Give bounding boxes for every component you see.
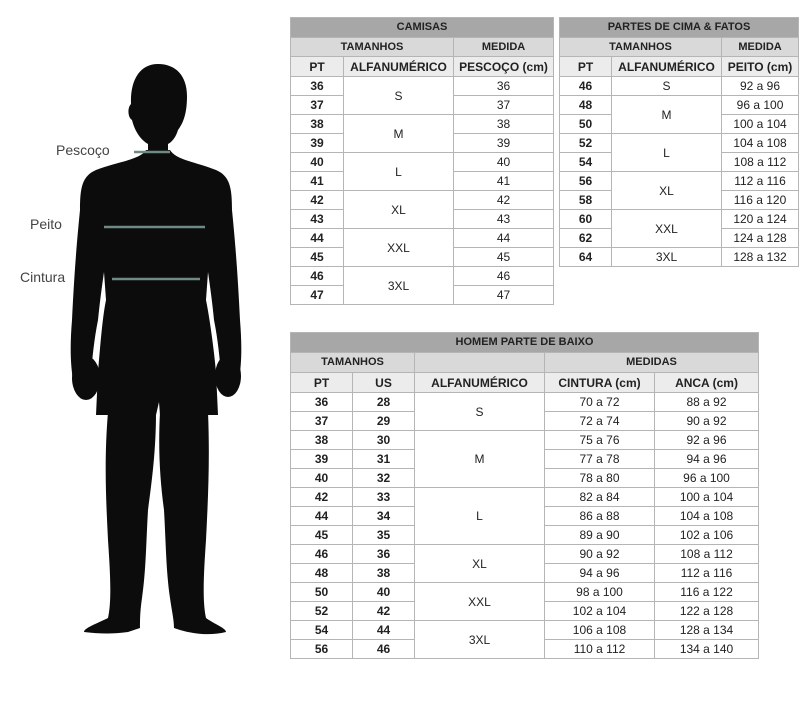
hip-measure-cell: 94 a 96 bbox=[655, 450, 759, 469]
waist-measure-cell: 106 a 108 bbox=[545, 621, 655, 640]
table-row bbox=[291, 267, 554, 286]
hip-measure-cell: 100 a 104 bbox=[655, 488, 759, 507]
waist-measure-cell: 78 a 80 bbox=[545, 469, 655, 488]
table-row bbox=[291, 115, 554, 134]
pt-size-cell: 38 bbox=[291, 431, 353, 450]
pt-size-cell: 37 bbox=[291, 96, 344, 115]
table-row bbox=[291, 191, 554, 210]
alpha-size-cell: L bbox=[415, 488, 545, 545]
column-header: ANCA (cm) bbox=[655, 373, 759, 393]
column-header: ALFANUMÉRICO bbox=[612, 57, 722, 77]
pt-size-cell: 42 bbox=[291, 488, 353, 507]
table-row bbox=[291, 77, 554, 96]
pt-size-cell: 43 bbox=[291, 210, 344, 229]
hip-measure-cell: 88 a 92 bbox=[655, 393, 759, 412]
pt-size-cell: 36 bbox=[291, 77, 344, 96]
pt-size-cell: 38 bbox=[291, 115, 344, 134]
hip-measure-cell: 102 a 106 bbox=[655, 526, 759, 545]
alpha-size-cell: M bbox=[415, 431, 545, 488]
group-header: TAMANHOS bbox=[291, 38, 454, 57]
group-header: TAMANHOS bbox=[560, 38, 722, 57]
pt-size-cell: 56 bbox=[291, 640, 353, 659]
waist-measure-cell: 77 a 78 bbox=[545, 450, 655, 469]
alpha-size-cell: S bbox=[344, 77, 454, 115]
pt-size-cell: 42 bbox=[291, 191, 344, 210]
us-size-cell: 35 bbox=[353, 526, 415, 545]
table-row bbox=[560, 248, 799, 267]
neck-measure-cell: 42 bbox=[454, 191, 554, 210]
table-row bbox=[291, 431, 759, 450]
group-header-spacer bbox=[415, 353, 545, 373]
column-header: PT bbox=[291, 57, 344, 77]
pt-size-cell: 44 bbox=[291, 229, 344, 248]
pt-size-cell: 39 bbox=[291, 134, 344, 153]
us-size-cell: 36 bbox=[353, 545, 415, 564]
us-size-cell: 31 bbox=[353, 450, 415, 469]
pt-size-cell: 44 bbox=[291, 507, 353, 526]
us-size-cell: 44 bbox=[353, 621, 415, 640]
pt-size-cell: 60 bbox=[560, 210, 612, 229]
waist-measure-cell: 110 a 112 bbox=[545, 640, 655, 659]
table-row bbox=[560, 96, 799, 115]
neck-measure-cell: 40 bbox=[454, 153, 554, 172]
hip-measure-cell: 122 a 128 bbox=[655, 602, 759, 621]
table-row bbox=[560, 210, 799, 229]
alpha-size-cell: XXL bbox=[415, 583, 545, 621]
table-row bbox=[291, 229, 554, 248]
group-header: MEDIDA bbox=[722, 38, 799, 57]
pt-size-cell: 64 bbox=[560, 248, 612, 267]
us-size-cell: 29 bbox=[353, 412, 415, 431]
waist-measure-cell: 90 a 92 bbox=[545, 545, 655, 564]
us-size-cell: 38 bbox=[353, 564, 415, 583]
alpha-size-cell: M bbox=[612, 96, 722, 134]
pt-size-cell: 62 bbox=[560, 229, 612, 248]
pt-size-cell: 46 bbox=[560, 77, 612, 96]
waist-label: Cintura bbox=[20, 269, 66, 285]
neck-measure-cell: 46 bbox=[454, 267, 554, 286]
chest-measure-cell: 124 a 128 bbox=[722, 229, 799, 248]
bottoms-size-table bbox=[290, 332, 759, 659]
tops-size-table bbox=[559, 17, 799, 267]
alpha-size-cell: S bbox=[612, 77, 722, 96]
shirts-size-table bbox=[290, 17, 554, 305]
hip-measure-cell: 96 a 100 bbox=[655, 469, 759, 488]
pt-size-cell: 48 bbox=[291, 564, 353, 583]
chest-measure-cell: 100 a 104 bbox=[722, 115, 799, 134]
waist-measure-cell: 86 a 88 bbox=[545, 507, 655, 526]
chest-label: Peito bbox=[30, 216, 62, 232]
column-header: PEITO (cm) bbox=[722, 57, 799, 77]
neck-measure-cell: 41 bbox=[454, 172, 554, 191]
alpha-size-cell: L bbox=[612, 134, 722, 172]
chest-measure-cell: 116 a 120 bbox=[722, 191, 799, 210]
chest-measure-cell: 128 a 132 bbox=[722, 248, 799, 267]
table-row bbox=[291, 545, 759, 564]
neck-measure-cell: 39 bbox=[454, 134, 554, 153]
chest-measure-cell: 112 a 116 bbox=[722, 172, 799, 191]
chest-measure-cell: 92 a 96 bbox=[722, 77, 799, 96]
table-row bbox=[560, 172, 799, 191]
us-size-cell: 34 bbox=[353, 507, 415, 526]
neck-measure-cell: 37 bbox=[454, 96, 554, 115]
neck-measure-cell: 44 bbox=[454, 229, 554, 248]
us-size-cell: 42 bbox=[353, 602, 415, 621]
pt-size-cell: 46 bbox=[291, 545, 353, 564]
pt-size-cell: 52 bbox=[560, 134, 612, 153]
pt-size-cell: 40 bbox=[291, 153, 344, 172]
us-size-cell: 30 bbox=[353, 431, 415, 450]
alpha-size-cell: S bbox=[415, 393, 545, 431]
waist-measure-cell: 89 a 90 bbox=[545, 526, 655, 545]
pt-size-cell: 50 bbox=[560, 115, 612, 134]
pt-size-cell: 41 bbox=[291, 172, 344, 191]
column-header: PT bbox=[291, 373, 353, 393]
alpha-size-cell: 3XL bbox=[344, 267, 454, 305]
table-row bbox=[291, 393, 759, 412]
waist-measure-cell: 70 a 72 bbox=[545, 393, 655, 412]
hip-measure-cell: 112 a 116 bbox=[655, 564, 759, 583]
table-row bbox=[291, 583, 759, 602]
waist-measure-cell: 75 a 76 bbox=[545, 431, 655, 450]
column-header: ALFANUMÉRICO bbox=[344, 57, 454, 77]
pt-size-cell: 39 bbox=[291, 450, 353, 469]
alpha-size-cell: XXL bbox=[612, 210, 722, 248]
table-row bbox=[560, 77, 799, 96]
table-row bbox=[291, 153, 554, 172]
column-header: US bbox=[353, 373, 415, 393]
body-measurement-figure bbox=[0, 0, 290, 700]
hip-measure-cell: 92 a 96 bbox=[655, 431, 759, 450]
us-size-cell: 33 bbox=[353, 488, 415, 507]
table-row bbox=[291, 488, 759, 507]
alpha-size-cell: XL bbox=[344, 191, 454, 229]
column-header: PESCOÇO (cm) bbox=[454, 57, 554, 77]
table-title: HOMEM PARTE DE BAIXO bbox=[291, 333, 759, 353]
alpha-size-cell: M bbox=[344, 115, 454, 153]
table-row bbox=[291, 621, 759, 640]
neck-measure-cell: 38 bbox=[454, 115, 554, 134]
pt-size-cell: 54 bbox=[291, 621, 353, 640]
pt-size-cell: 46 bbox=[291, 267, 344, 286]
group-header: TAMANHOS bbox=[291, 353, 415, 373]
waist-measure-cell: 98 a 100 bbox=[545, 583, 655, 602]
pt-size-cell: 45 bbox=[291, 248, 344, 267]
chest-measure-cell: 96 a 100 bbox=[722, 96, 799, 115]
pt-size-cell: 50 bbox=[291, 583, 353, 602]
neck-measure-cell: 43 bbox=[454, 210, 554, 229]
pt-size-cell: 45 bbox=[291, 526, 353, 545]
waist-measure-cell: 102 a 104 bbox=[545, 602, 655, 621]
alpha-size-cell: XXL bbox=[344, 229, 454, 267]
waist-measure-cell: 72 a 74 bbox=[545, 412, 655, 431]
pt-size-cell: 58 bbox=[560, 191, 612, 210]
neck-measure-cell: 45 bbox=[454, 248, 554, 267]
table-title: CAMISAS bbox=[291, 18, 554, 38]
chest-measure-cell: 120 a 124 bbox=[722, 210, 799, 229]
neck-measure-cell: 36 bbox=[454, 77, 554, 96]
hip-measure-cell: 128 a 134 bbox=[655, 621, 759, 640]
hip-measure-cell: 104 a 108 bbox=[655, 507, 759, 526]
hip-measure-cell: 108 a 112 bbox=[655, 545, 759, 564]
column-header: CINTURA (cm) bbox=[545, 373, 655, 393]
alpha-size-cell: XL bbox=[612, 172, 722, 210]
pt-size-cell: 54 bbox=[560, 153, 612, 172]
table-title: PARTES DE CIMA & FATOS bbox=[560, 18, 799, 38]
column-header: ALFANUMÉRICO bbox=[415, 373, 545, 393]
us-size-cell: 40 bbox=[353, 583, 415, 602]
pt-size-cell: 48 bbox=[560, 96, 612, 115]
neck-label: Pescoço bbox=[56, 142, 110, 158]
chest-measure-cell: 104 a 108 bbox=[722, 134, 799, 153]
man-silhouette bbox=[0, 0, 290, 700]
alpha-size-cell: 3XL bbox=[612, 248, 722, 267]
hip-measure-cell: 90 a 92 bbox=[655, 412, 759, 431]
pt-size-cell: 52 bbox=[291, 602, 353, 621]
pt-size-cell: 47 bbox=[291, 286, 344, 305]
us-size-cell: 32 bbox=[353, 469, 415, 488]
alpha-size-cell: 3XL bbox=[415, 621, 545, 659]
us-size-cell: 28 bbox=[353, 393, 415, 412]
group-header: MEDIDA bbox=[454, 38, 554, 57]
group-header: MEDIDAS bbox=[545, 353, 759, 373]
neck-measure-cell: 47 bbox=[454, 286, 554, 305]
pt-size-cell: 56 bbox=[560, 172, 612, 191]
column-header: PT bbox=[560, 57, 612, 77]
us-size-cell: 46 bbox=[353, 640, 415, 659]
pt-size-cell: 36 bbox=[291, 393, 353, 412]
pt-size-cell: 37 bbox=[291, 412, 353, 431]
pt-size-cell: 40 bbox=[291, 469, 353, 488]
alpha-size-cell: XL bbox=[415, 545, 545, 583]
chest-measure-cell: 108 a 112 bbox=[722, 153, 799, 172]
alpha-size-cell: L bbox=[344, 153, 454, 191]
table-row bbox=[560, 134, 799, 153]
hip-measure-cell: 134 a 140 bbox=[655, 640, 759, 659]
waist-measure-cell: 94 a 96 bbox=[545, 564, 655, 583]
hip-measure-cell: 116 a 122 bbox=[655, 583, 759, 602]
waist-measure-cell: 82 a 84 bbox=[545, 488, 655, 507]
